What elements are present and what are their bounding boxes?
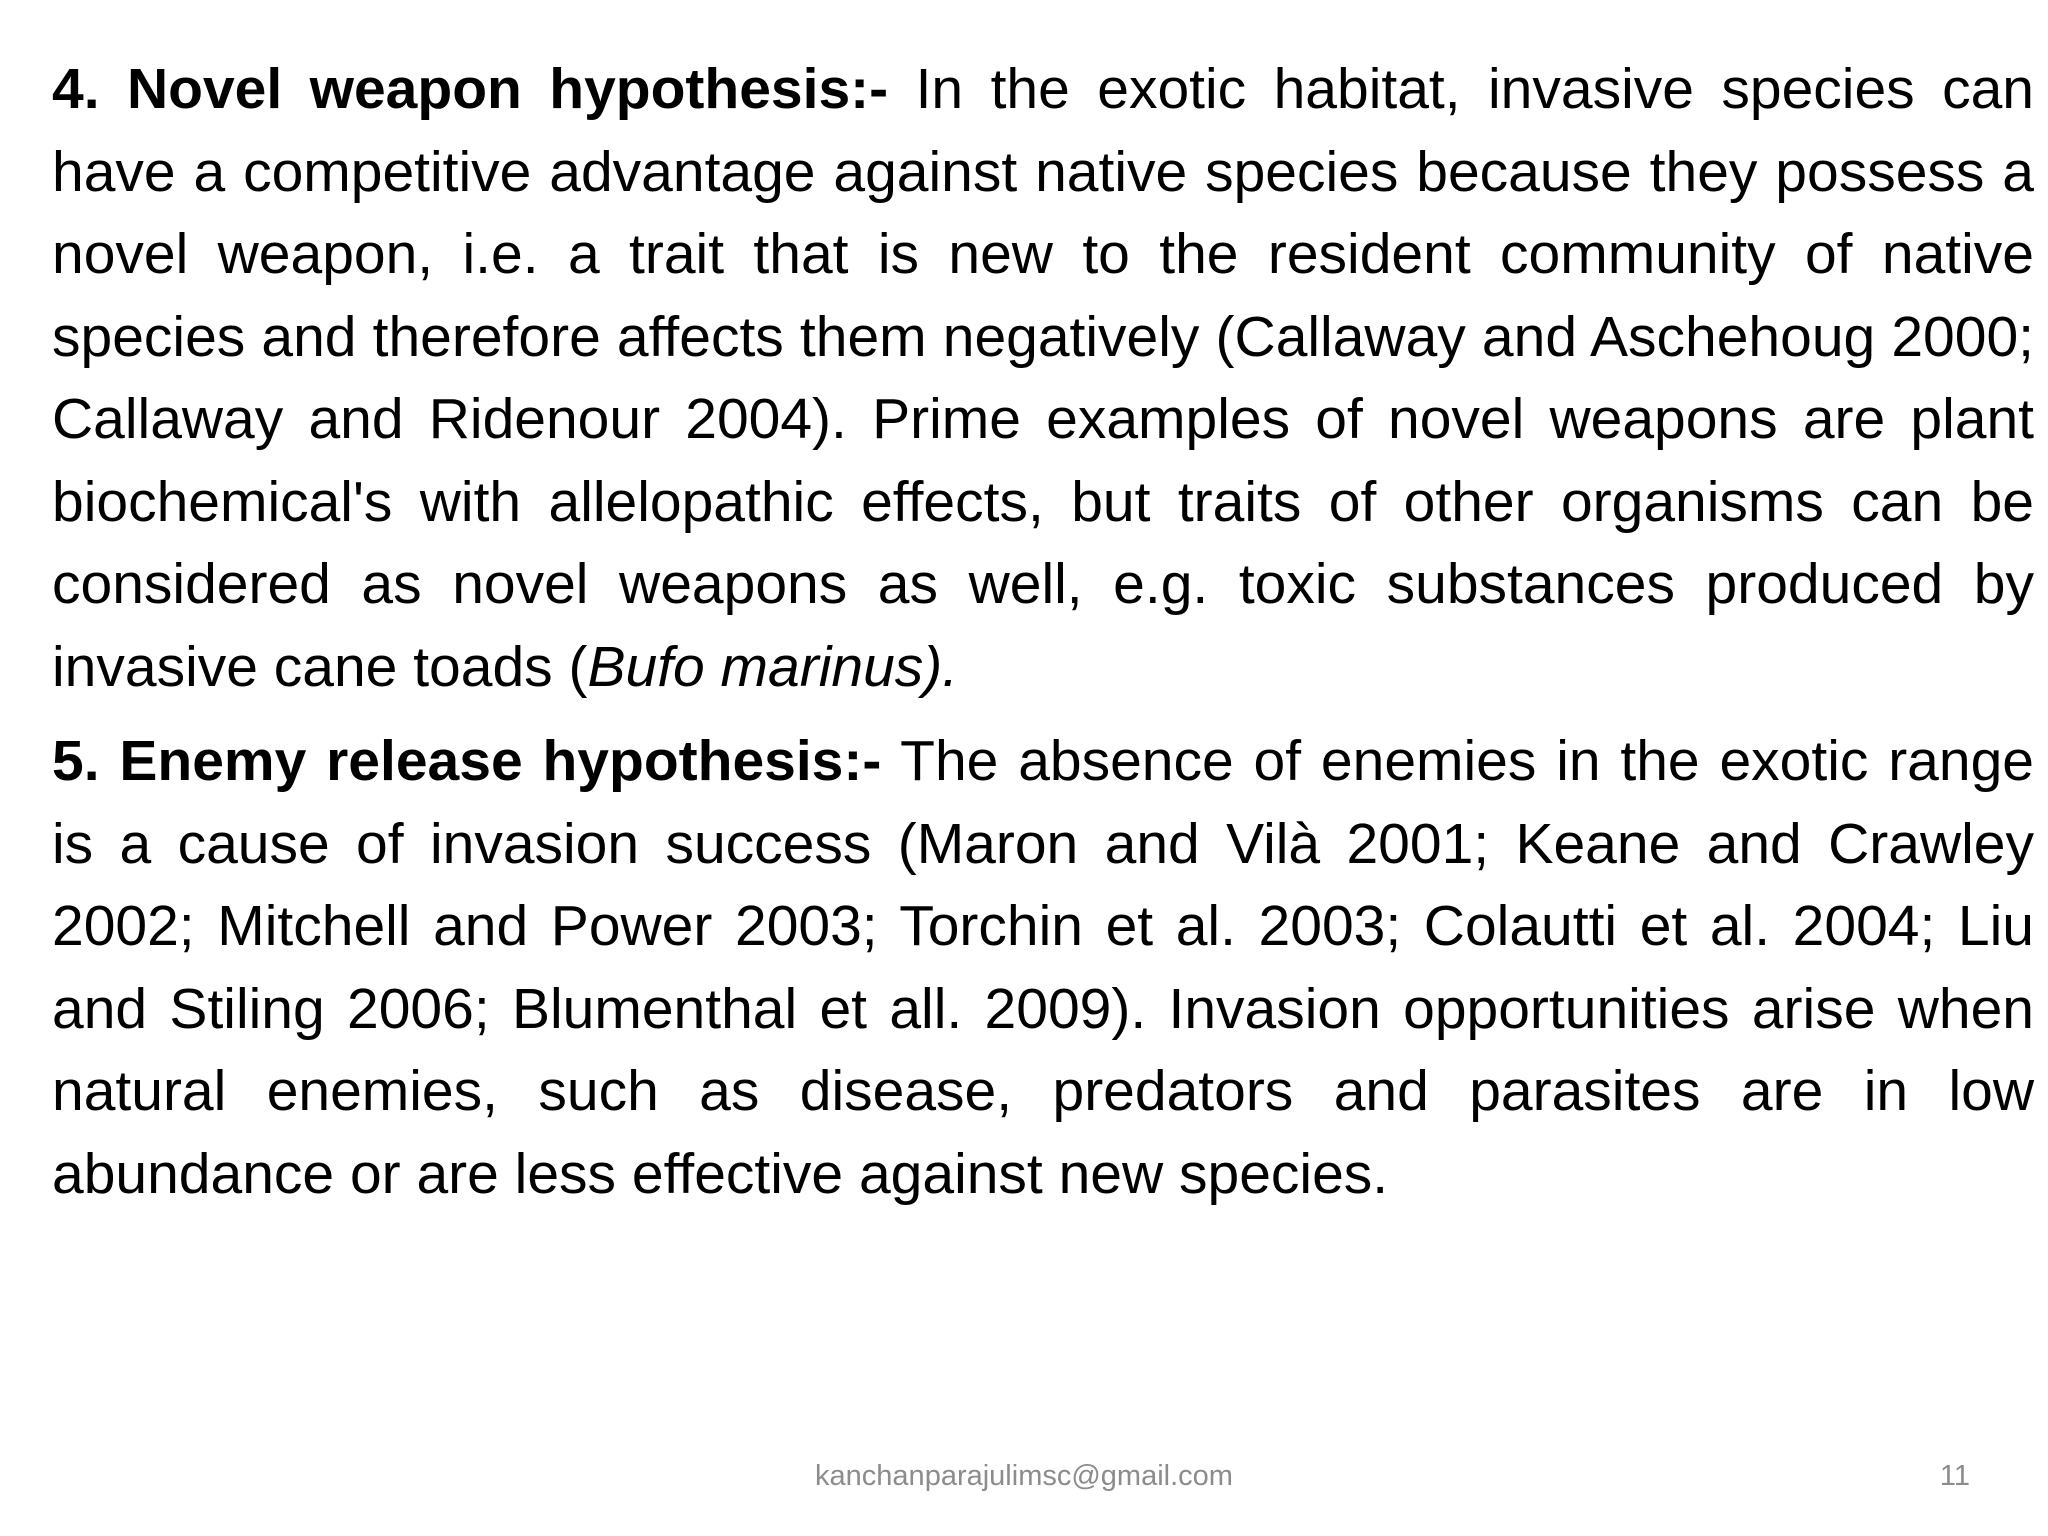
slide-body xyxy=(52,48,2034,1215)
paragraph-novel-weapon-hypothesis xyxy=(52,48,2034,708)
species-name-bufo-marinus: Bufo marinus). xyxy=(587,634,959,699)
text-enemy-release-hypothesis: The absence of enemies in the exotic range is a cause of invasion success (Maron and Vilà 2001; Keane and Crawley 2002; Mitchell and Power 2003; Torchin et al. 2003; Colautti et al. 2004; Liu and Stiling 2006; Blumenthal et all. 2009). Invasion opportunities arise when natural enemies, such as disease, predators and parasites are in low abundance or are less effective against new species. xyxy=(52,729,2034,1206)
footer-email: kanchanparajulimsc@gmail.com xyxy=(815,1460,1233,1492)
paragraph-enemy-release-hypothesis xyxy=(52,720,2034,1215)
slide-page-number: 11 xyxy=(1939,1460,1970,1492)
heading-novel-weapon-hypothesis: 4. Novel weapon hypothesis:- xyxy=(52,57,889,121)
heading-enemy-release-hypothesis: 5. Enemy release hypothesis:- xyxy=(52,729,882,793)
text-novel-weapon-hypothesis: In the exotic habitat, invasive species can have a competitive advantage against native species because they possess a novel weapon, i.e. a trait that is new to the resident community of native species and therefore affects them negatively (Callaway and Aschehoug 2000; Callaway and Ridenour 2004). Prime examples of novel weapons are plant biochemical's with allelopathic effects, but traits of other organisms can be considered as novel weapons as well, e.g. toxic substances produced by invasive cane toads ( xyxy=(52,57,2034,699)
